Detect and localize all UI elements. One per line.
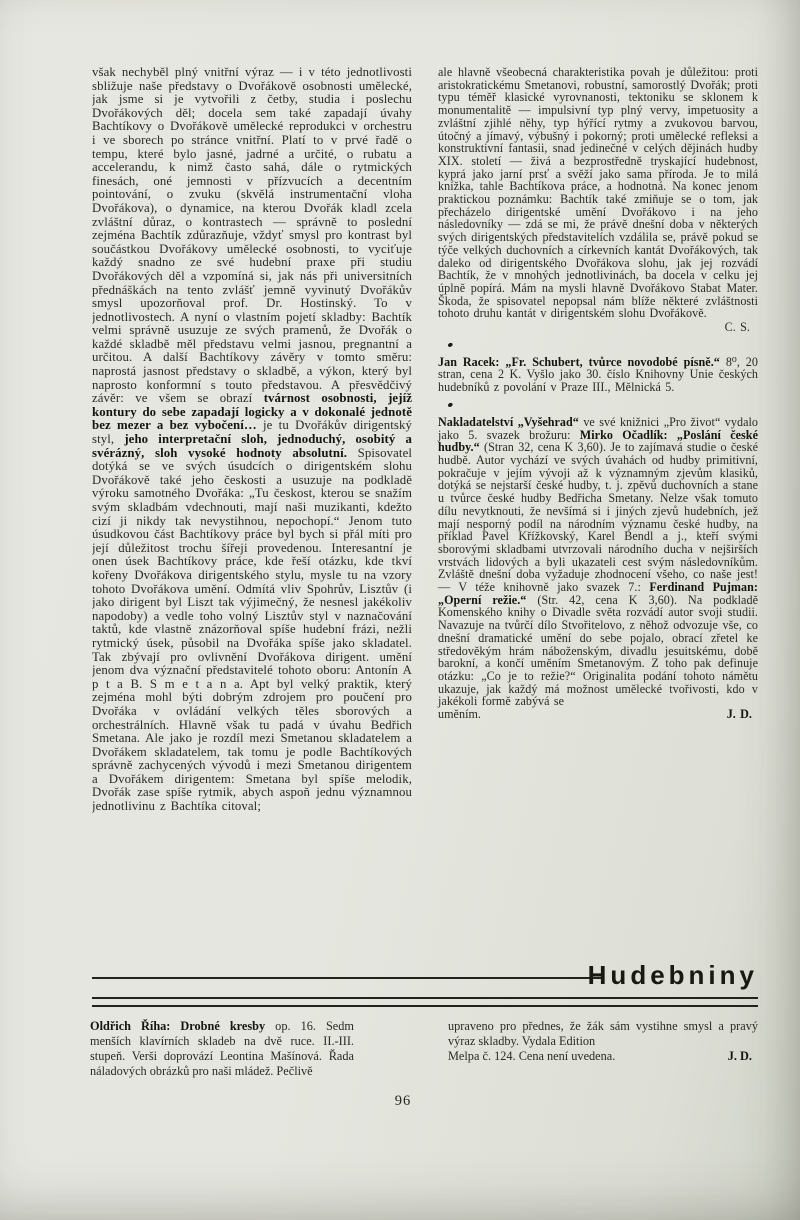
header-rule-left (92, 977, 604, 979)
notice-jan-racek: Jan Racek: „Fr. Schubert, tvůrce novodobé písně.“ 8⁰, 20 stran, cena 2 K. Vyšlo jako 30. číslo Knihovny Unie českých hudebníků z povolání v Praze III., Mělnická 5. (438, 354, 758, 395)
bullet-glyph: ● (444, 398, 456, 411)
page-number: 96 (394, 1093, 412, 1109)
header-rule-bottom (92, 1005, 758, 1007)
reviewer-initials: J. D. (727, 1048, 752, 1063)
notice-vysehrad-last-line (438, 708, 758, 721)
review-text: upraveno pro přednes, že žák sám vystihne smysl a pravý výraz skladby. Vydala Edition (448, 1019, 758, 1048)
article-body (92, 66, 758, 960)
review-column-right (448, 1019, 758, 1079)
notice-vysehrad: Nakladatelství „Vyšehrad“ ve své knižnici „Pro život“ vydalo jako 5. svazek brožuru: Mirko Očadlík: „Poslání české hudby.“ (Stran 32, cena K 3,60). Je to zajímavá studie o české hudbě. Autor vychází ve svých úvahách od hudby primitivní, pokračuje v jejím vývoji až k významným zjevům klasiků, dotýká se nejstarší české hudby, t. j. zpěvů duchovních a stane u tvůrce české hudby Bedřicha Smetany. Nelze však tomuto dílu nevytknouti, že nevšímá si i jiných zjevů hudebních, jež mají nesporný podíl na národním významu české hudby, na příklad Pavel Křížkovský, Karel Bendl a j., kteří svými sborovými skladbami utvrzovali národního ducha v nejširších vrstvách lidových a byli ukazateli cest svým následovníkům. Zvláště dnešní doba vyžaduje zhodnocení všeho, co naše jest! — V téže knihovně jako svazek 7.: Ferdinand Pujman: „Operní režie.“ (Str. 42, cena K 3,60). Na podkladě Komenského knihy o Divadle světa rozvádí autor svoji studii. Navazuje na tvůrčí dílo Stvořitelovo, z něhož odvozuje vše, co dnešní dramatické umění do sebe pojalo, obrací zřetel ke středověkým hrám náboženským, divadlu jesuitskému, době barokní, a končí uměním Smetanovým. Z toho pak definuje otázku: „Co je to režie?“ Originalita podání tohoto námětu ukazuje, jak každý má možnost umělecké tvořivosti, kdo v jakékoli formě zabývá se (438, 414, 758, 709)
hudebniny-review (90, 1019, 758, 1079)
bullet-glyph: ● (444, 338, 456, 351)
reviewer-initials: J. D. (726, 707, 752, 722)
section-title: Hudebniny (587, 960, 758, 990)
reviewer-initials: C. S. (724, 320, 750, 335)
ornament-bullet-icon (444, 398, 758, 412)
article-column-left: však nechyběl plný vnitřní výraz — i v této jednotlivosti sbližuje naše představy o Dvořákově osobnosti umělecké, jak jsme si je vytvořili z četby, studia i poslechu Dvořákových děl; docela sem také zapadají úvahy Bachtíkovy o Dvořákově umělecké reprodukci v orchestru i ve sborech po stránce vnitřní. Platí to v prvé řadě o tempu, které bylo jasné, jadrné a určité, o rubatu a accelerandu, k nimž často sahá, dále o rytmických finesách, oné jemnosti v přízvucích a decentním pointování, o zvuku (skvělá instrumentační vloha Dvořákova), o dynamice, na kterou Dvořák kladl zcela zvláštní důraz, o kontrastech — správně to poslední zejména Bachtík zdůrazňuje, vždyť smysl pro kontrast byl součástkou Dvořákovy umělecké osobnosti, to vyciťuje každý snadno ze své hudební praxe při studiu Dvořákových děl a vzpomíná si, jak nás při universitních přednáškách na tento zvlášť jemně vyvinutý Dvořákův smysl upozorňoval prof. Dr. Hostinský. To v jednotlivostech. A nyní o vlastním pojetí skladby: Bachtík velmi správně usuzuje ze svých pramenů, že Dvořák o každé skladbě měl představu velmi jasnou, pregnantní a určitou. A další Bachtíkovy závěry v tomto směru: naprostá jasnost představy o skladbě, a výkon, který byl naprosto konformní s touto představou. A přesvědčivý závěr: ve všem se obrazí tvárnost osobnosti, jejíž kontury do sebe zapadají logicky a v dokonalé jednotě bez mezer a bez vybočení… je tu Dvořákův dirigentský styl, jeho interpretační sloh, jednoduchý, osobitý a svérázný, sloh vysoké hodnoty absolutní. Spisovatel dotýká se ve svých úsudcích o dirigentském slohu Dvořákově také jeho českosti a usuzuje na podkladě výroku samotného Dvořáka: „Tu českost, kterou se snažím svým skladbám vdechnouti, mají naši muzikanti, kdežto cizí ji nikdy tak nevystihnou, nepochopí.“ Jenom tuto úsudkovou část Bachtíkovy práce byl bych si přál míti pro její důležitost trochu šířeji provedenou. Interesantní je onen úsek Bachtíkovy práce, kde řeší otázku, kde tkví kořeny Dvořákova dirigentského stylu, mysle tu na vzory tohoto Dvořákova umění. Odmítá vliv Spohrův, Lisztův (i jako dirigent byl Liszt tak výjimečný, že nesnesl jakékoliv napodoby) a vedle toho volný Lisztův styl v naznačování taktů, kde vlastně znázorňoval spíše hudební frázi, nežli rytmický úsek, působil na Dvořáka spíše jako skladatel. Tak zbývají pro ovlivnění Dvořákova dirigent. umění jenom dva význační představitelé tohoto oboru: Antonín A p t a B. S m e t a n a. Apt byl velký praktik, který zejména mohl býti dobrým zdrojem pro poučení pro Dvořáka v ovládání velkých těles sborových a orchestrálních. Hlavně však tu padá v úvahu Bedřich Smetana. Ale jako je rozdíl mezi Smetanou skladatelem a Dvořákem skladatelem, tak tomu je podle Bachtíkových správně zachycených vývodů i mezi Smetanou dirigentem a Dvořákem dirigentem: Smetana byl spíše melodik, Dvořák zase spíše rytmik, abych aspoň jednu významnou jednotlivinu z Bachtíka citoval; (92, 66, 413, 814)
ornament-bullet-icon (444, 338, 758, 352)
article-continuation: ale hlavně všeobecná charakteristika povah je důležitou: proti aristokratickému Smetanovi, robustní, samorostlý Dvořák; proti typu téměř klasické vyrovnanosti, tektoniku se sklonem k monumentalitě — impulsivní typ plný vervy, impetuosity a zvláštní zjihlé něhy, typ hýřící rytmy a zvukovou barvou, útočný a jímavý, výbušný i pokorný; proti umělecké refleksi a konstruktivní fantasii, snad jedinečné v celých dějinách hudby XIX. století — živá a bezprostředně tryskající hudebnost, kyprá jako jarní prsť a svěží jako sama příroda. Je to milá knížka, tahle Bachtíkova práce, a hodnotná. Na konec jenom praktickou poznámku: Bachtík také zmiňuje se o tom, jak přecházelo dirigentské umění Dvořákovo i na jeho následovníky — zdá se mi, že právě dnešní doba v některých svých dirigentských představitelích vzdálila se, právě pokud se týče velkých duchovních a církevních kantát Dvořákových, tak daleko od dirigentského Dvořákova slohu, jak jej rozvádí Bachtík, že v mnohých jednotlivinách, ba docela v celku jej úplně popírá. Mám na mysli hlavně Dvořákovo Stabat Mater. Škoda, že spisovatel nepopsal nám blíže některé zvláštnosti tohoto druhu kantát v dirigentském slohu Dvořákově. (438, 66, 758, 321)
last-words: Melpa č. 124. Cena není uvedena. (448, 1048, 616, 1063)
article-column-right (438, 66, 758, 960)
review-last-line (448, 1049, 758, 1064)
review-column-left: Oldřich Říha: Drobné kresby op. 16. Sedm menších klavírních skladeb na dvě ruce. II.-III. stupeň. Verši doprovází Leontina Mašínová. Řada náladových obrázků pro naši mládež. Pečlivě (90, 1019, 354, 1078)
last-word: uměním. (438, 707, 482, 722)
section-header (92, 960, 758, 1016)
header-rule-top (92, 997, 758, 999)
